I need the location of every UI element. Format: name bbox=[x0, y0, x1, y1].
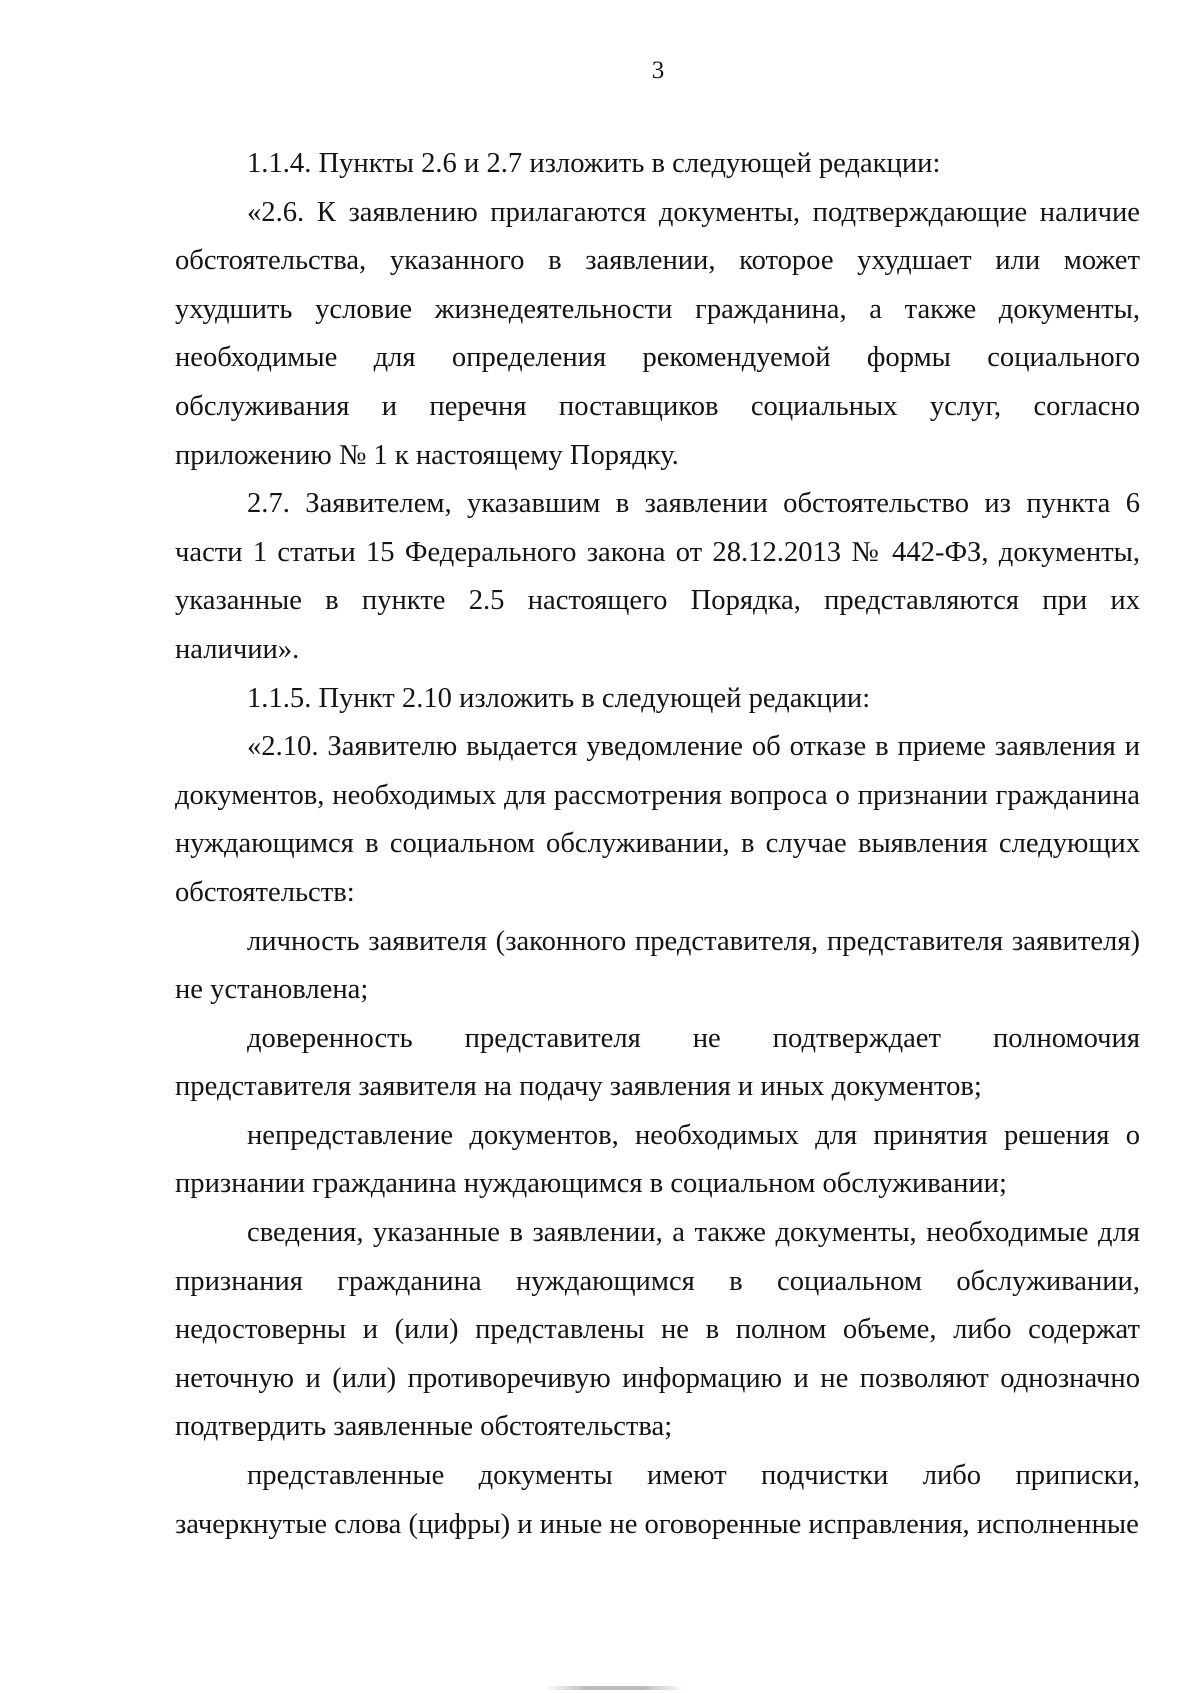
paragraph-2-6: «2.6. К заявлению прилагаются документы, подтверждающие наличие обстоятельства, указанного в заявлении, которое ухудшает или может ухудшить условие жизнедеятельности гражданина, а также документы, необходимые для определения рекомендуемой формы социального обслуживания и перечня поставщиков социальных услуг, согласно приложению № 1 к настоящему Порядку. bbox=[175, 196, 1140, 471]
paragraph-power-of-attorney: доверенность представителя не подтверждает полномочия представителя заявителя на подачу заявления и иных документов; bbox=[175, 1022, 1140, 1103]
document-body bbox=[175, 140, 1140, 1549]
paragraph-2-10: «2.10. Заявителю выдается уведомление об отказе в приеме заявления и документов, необходимых для рассмотрения вопроса о признании гражданина нуждающимся в социальном обслуживании, в случае выявления следующих обстоятельств: bbox=[175, 731, 1140, 908]
paragraph-2-7: 2.7. Заявителем, указавшим в заявлении обстоятельство из пункта 6 части 1 статьи 15 Федерального закона от 28.12.2013 № 442-ФЗ, документы, указанные в пункте 2.5 настоящего Порядка, представляются при их наличии». bbox=[175, 488, 1140, 665]
paragraph-identity-not-established: личность заявителя (законного представителя, представителя заявителя) не установлена; bbox=[175, 925, 1140, 1006]
paragraph-unreliable-information: сведения, указанные в заявлении, а также документы, необходимые для признания гражданина нуждающимся в социальном обслуживании, недостоверны и (или) представлены не в полном объеме, либо содержат неточную и (или) противоречивую информацию и не позволяют однозначно подтвердить заявленные обстоятельства; bbox=[175, 1217, 1140, 1443]
page-number: 3 bbox=[651, 57, 665, 84]
paragraph-documents-not-submitted: непредставление документов, необходимых для принятия решения о признании гражданина нуждающимся в социальном обслуживании; bbox=[175, 1119, 1140, 1200]
paragraph-1-1-4: 1.1.4. Пункты 2.6 и 2.7 изложить в следующей редакции: bbox=[247, 148, 941, 179]
paragraph-corrections: представленные документы имеют подчистки либо приписки, зачеркнутые слова (цифры) и иные не оговоренные исправления, исполненные bbox=[175, 1460, 1140, 1540]
scan-artifact bbox=[545, 1686, 685, 1690]
paragraph-1-1-5: 1.1.5. Пункт 2.10 изложить в следующей редакции: bbox=[247, 682, 871, 714]
